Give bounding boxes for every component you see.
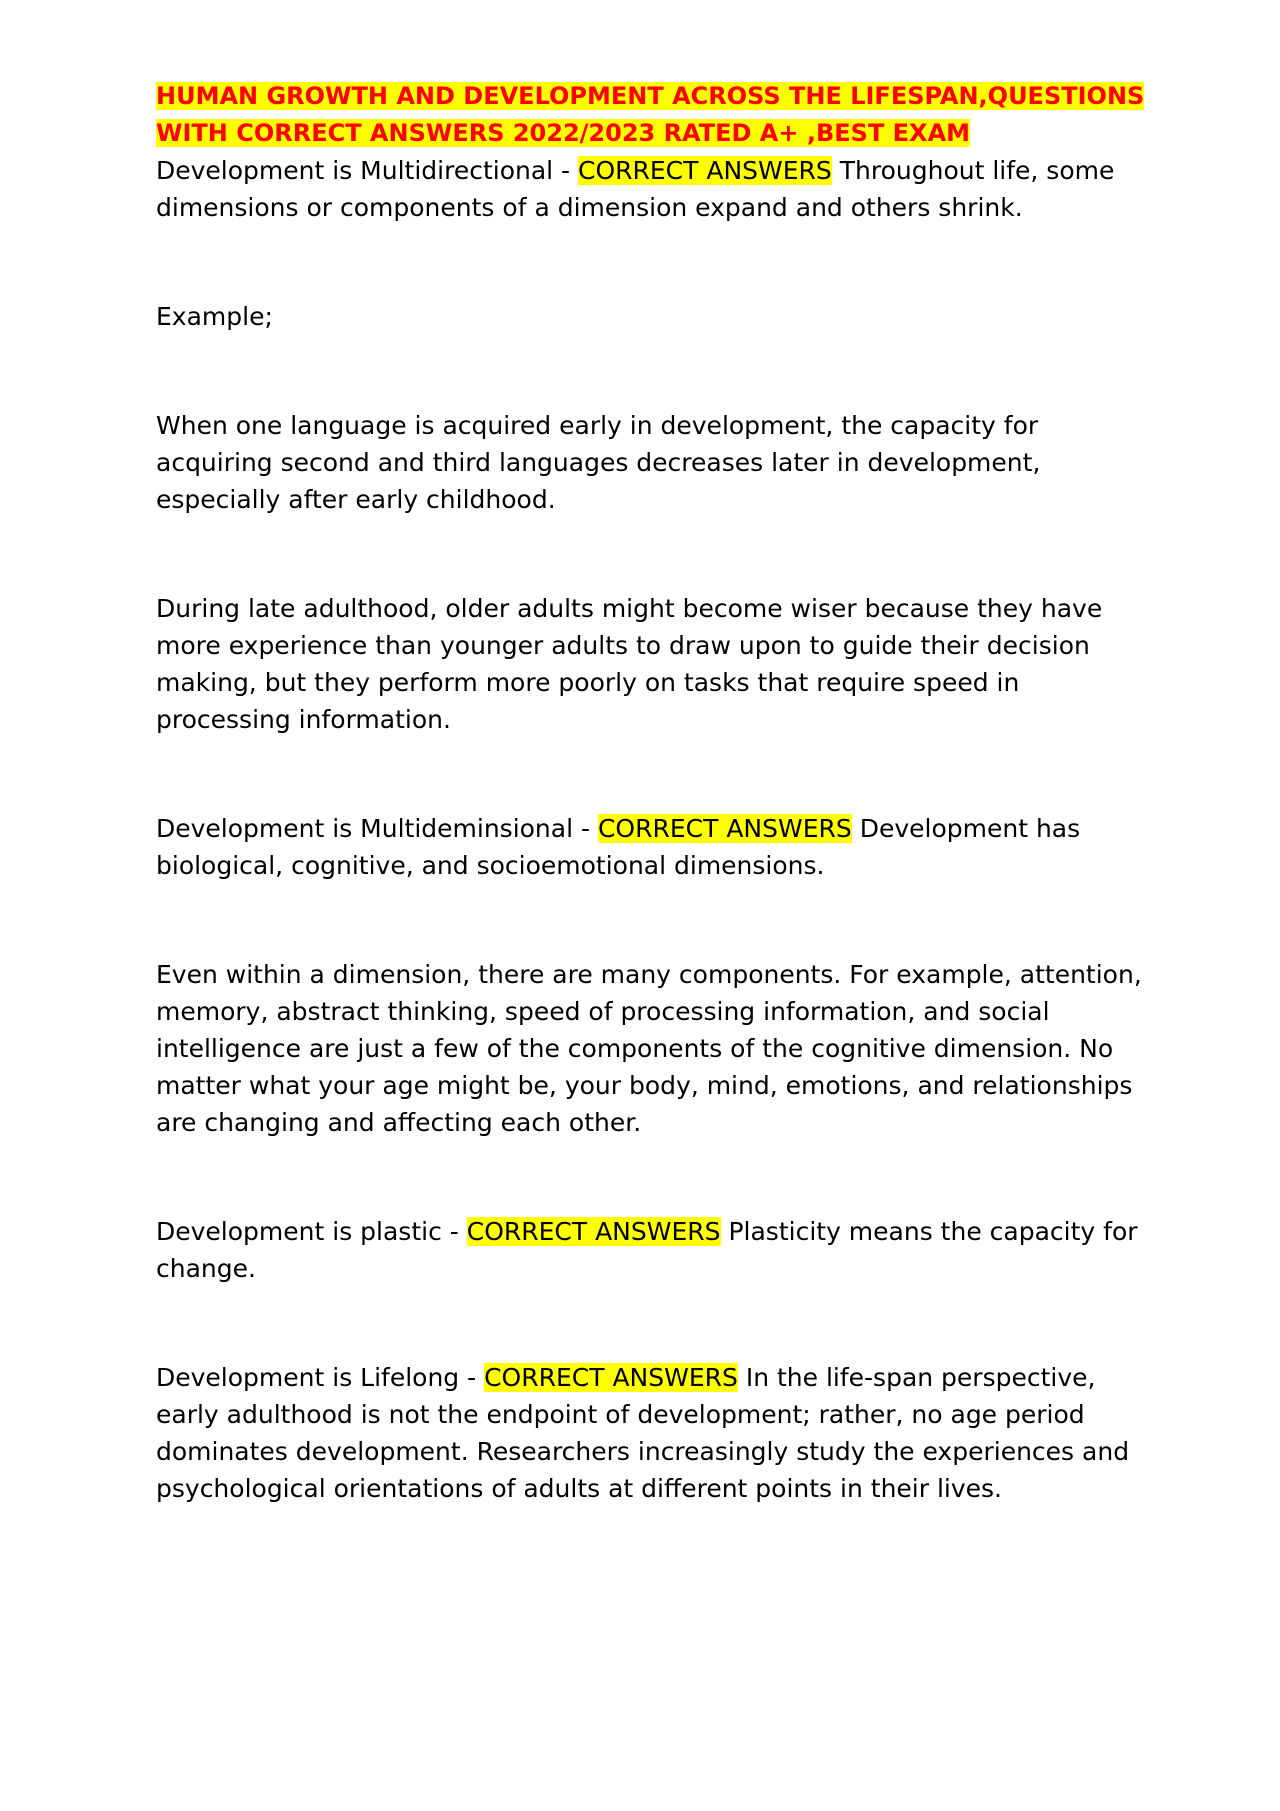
question-multidimensional bbox=[156, 810, 1146, 884]
multidimensional-detail-paragraph: Even within a dimension, there are many components. For example, attention, memory, abstract thinking, speed of processing information, and social intelligence are just a few of the components of the cognitive dimension. No matter what your age might be, your body, mind, emotions, and relationships are changing and affecting each other. bbox=[156, 960, 1142, 1137]
question-plastic bbox=[156, 1213, 1146, 1287]
answer-text: Development has biological, cognitive, and socioemotional dimensions. bbox=[156, 814, 1081, 880]
document-content bbox=[156, 78, 1146, 1507]
question-lifelong bbox=[156, 1359, 1146, 1507]
paragraph-gap bbox=[156, 1287, 1146, 1359]
correct-answers-highlight: CORRECT ANSWERS bbox=[484, 1363, 738, 1392]
correct-answers-highlight: CORRECT ANSWERS bbox=[466, 1217, 721, 1246]
title-line-2: WITH CORRECT ANSWERS 2022/2023 RATED A+ ,BEST EXAM bbox=[156, 119, 971, 147]
correct-answers-highlight: CORRECT ANSWERS bbox=[597, 814, 852, 843]
paragraph-gap bbox=[156, 738, 1146, 810]
title-line-1: HUMAN GROWTH AND DEVELOPMENT ACROSS THE LIFESPAN,QUESTIONS bbox=[156, 82, 1145, 110]
example-paragraph-language: When one language is acquired early in development, the capacity for acquiring second and third languages decreases later in development, especially after early childhood. bbox=[156, 411, 1041, 514]
paragraph-gap bbox=[156, 226, 1146, 298]
paragraph-gap bbox=[156, 884, 1146, 956]
question-term: Development is Multidirectional - bbox=[156, 156, 579, 185]
paragraph-gap bbox=[156, 335, 1146, 407]
question-multidirectional bbox=[156, 152, 1146, 226]
answer-text: Plasticity means the capacity for change. bbox=[156, 1217, 1138, 1283]
example-paragraph-adulthood: During late adulthood, older adults might become wiser because they have more experience than younger adults to draw upon to guide their decision making, but they perform more poorly on tasks that require speed in processing information. bbox=[156, 594, 1103, 734]
answer-text: Throughout life, some dimensions or components of a dimension expand and others shrink. bbox=[156, 156, 1115, 222]
paragraph-gap bbox=[156, 518, 1146, 590]
correct-answers-highlight: CORRECT ANSWERS bbox=[578, 156, 832, 185]
paragraph-gap bbox=[156, 1141, 1146, 1213]
example-label: Example; bbox=[156, 302, 273, 331]
question-term: Development is plastic - bbox=[156, 1217, 467, 1246]
answer-text: In the life-span perspective, early adulthood is not the endpoint of development; rather, no age period dominates development. Researchers increasingly study the experiences and psychological orientations of adults at different points in their lives. bbox=[156, 1363, 1130, 1503]
question-term: Development is Lifelong - bbox=[156, 1363, 485, 1392]
question-term: Development is Multideminsional - bbox=[156, 814, 598, 843]
document-title bbox=[156, 78, 1146, 152]
